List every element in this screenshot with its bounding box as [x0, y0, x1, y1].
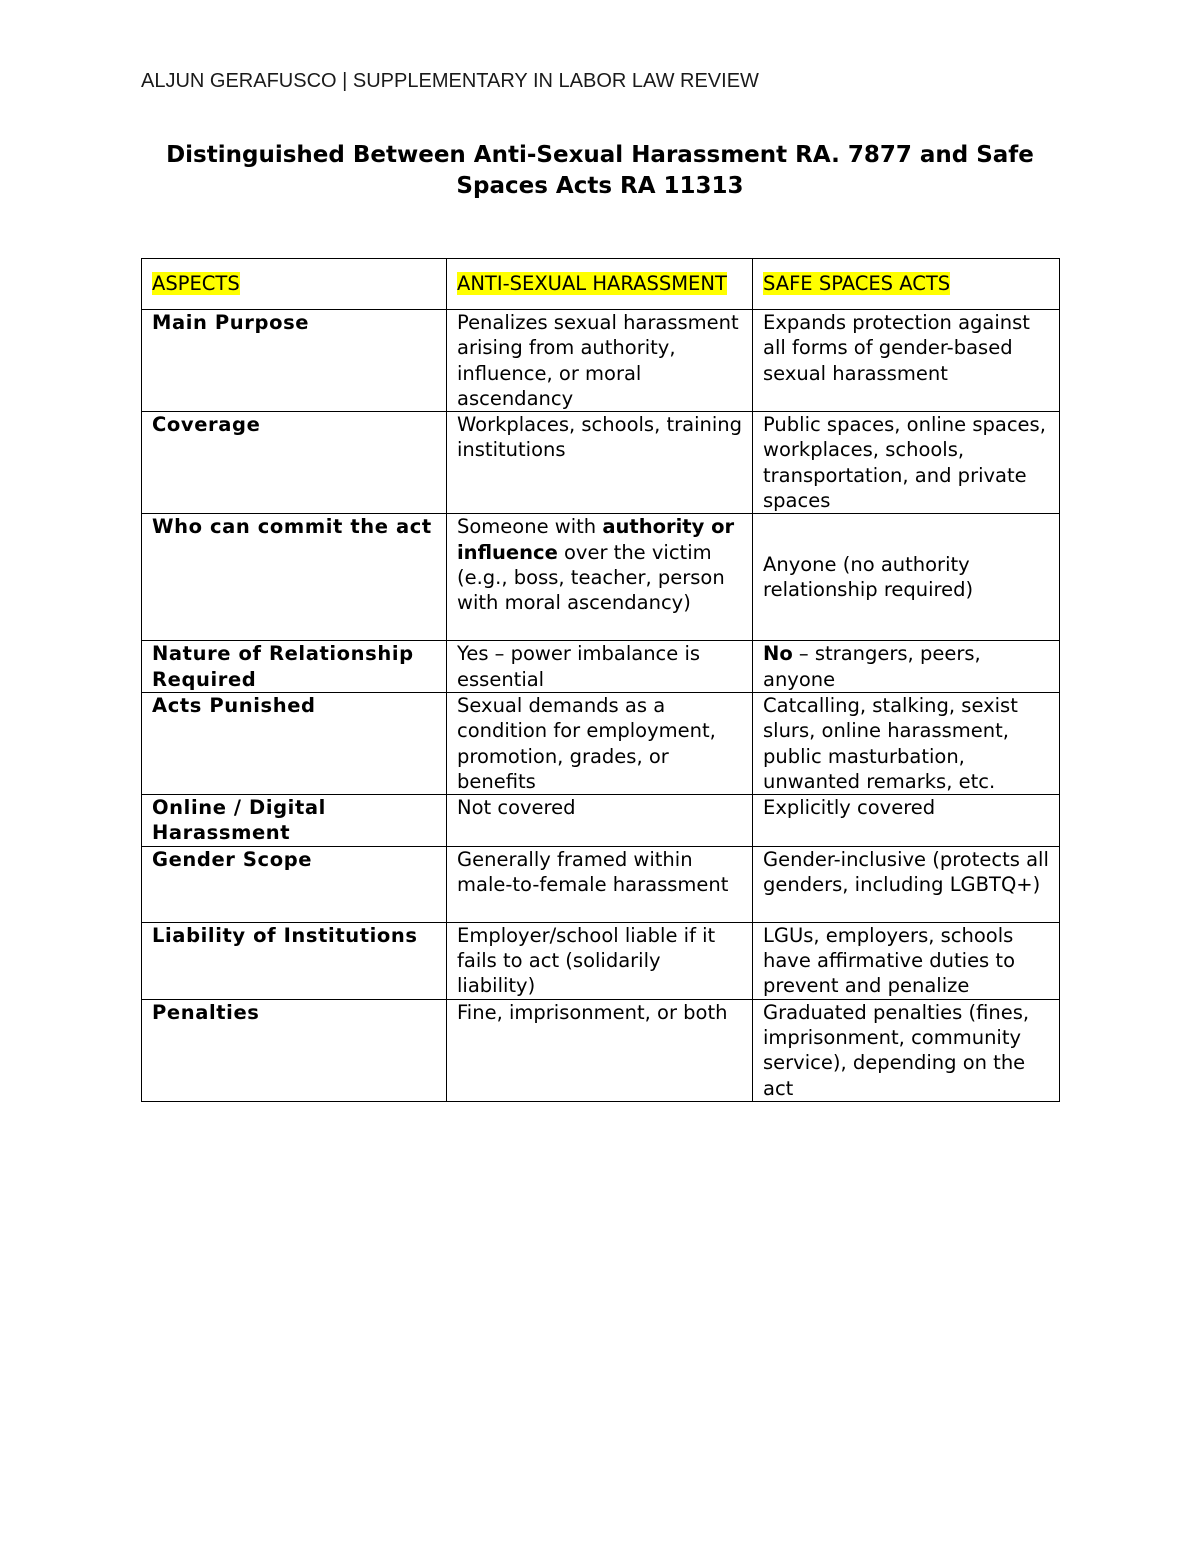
aspect-cell: Who can commit the act	[142, 514, 447, 641]
table-row	[142, 999, 1060, 1101]
anti-cell: Fine, imprisonment, or both	[447, 999, 753, 1101]
safe-cell: Public spaces, online spaces, workplaces, schools, transportation, and private spaces	[753, 412, 1060, 514]
title-line-1: Distinguished Between Anti-Sexual Harassment RA. 7877 and Safe	[166, 142, 1034, 168]
document-title	[100, 140, 1100, 202]
header-cell-safe	[753, 259, 1060, 310]
anti-cell: Penalizes sexual harassment arising from authority, influence, or moral ascendancy	[447, 310, 753, 412]
anti-text-after: over the victim (e.g., boss, teacher, person with moral ascendancy)	[457, 540, 725, 615]
page-header: ALJUN GERAFUSCO | SUPPLEMENTARY IN LABOR LAW REVIEW	[141, 70, 759, 92]
title-line-2: Spaces Acts RA 11313	[456, 173, 744, 199]
aspect-cell: Acts Punished	[142, 692, 447, 794]
anti-cell: Workplaces, schools, training institutions	[447, 412, 753, 514]
aspect-cell: Main Purpose	[142, 310, 447, 412]
safe-cell: Catcalling, stalking, sexist slurs, online harassment, public masturbation, unwanted remarks, etc.	[753, 692, 1060, 794]
anti-cell: Generally framed within male-to-female harassment	[447, 846, 753, 922]
header-cell-aspects	[142, 259, 447, 310]
table-row	[142, 846, 1060, 922]
safe-cell: Explicitly covered	[753, 795, 1060, 847]
aspect-cell: Coverage	[142, 412, 447, 514]
safe-cell: LGUs, employers, schools have affirmative duties to prevent and penalize	[753, 922, 1060, 999]
anti-text-before: Someone with	[457, 515, 603, 539]
anti-cell	[447, 514, 753, 641]
table-header-row	[142, 259, 1060, 310]
table-row	[142, 310, 1060, 412]
comparison-table	[141, 258, 1060, 1102]
aspect-cell: Nature of Relationship Required	[142, 641, 447, 693]
header-safe-spaces-acts: SAFE SPACES ACTS	[763, 272, 951, 296]
aspect-cell: Online / Digital Harassment	[142, 795, 447, 847]
aspect-cell: Penalties	[142, 999, 447, 1101]
safe-cell: Anyone (no authority relationship required)	[753, 514, 1060, 641]
table-row	[142, 514, 1060, 641]
anti-cell: Not covered	[447, 795, 753, 847]
table-row	[142, 641, 1060, 693]
anti-cell: Employer/school liable if it fails to act (solidarily liability)	[447, 922, 753, 999]
header-aspects: ASPECTS	[152, 272, 240, 296]
safe-cell	[753, 641, 1060, 693]
aspect-cell: Liability of Institutions	[142, 922, 447, 999]
header-anti-sexual-harassment: ANTI-SEXUAL HARASSMENT	[457, 272, 727, 296]
aspect-cell: Gender Scope	[142, 846, 447, 922]
table-row	[142, 922, 1060, 999]
header-cell-anti	[447, 259, 753, 310]
table-row	[142, 795, 1060, 847]
anti-cell: Sexual demands as a condition for employment, promotion, grades, or benefits	[447, 692, 753, 794]
table-row	[142, 692, 1060, 794]
anti-text-bold: authority or influence	[457, 515, 735, 564]
safe-cell: Graduated penalties (fines, imprisonment, community service), depending on the act	[753, 999, 1060, 1101]
anti-cell: Yes – power imbalance is essential	[447, 641, 753, 693]
safe-text-bold: No	[763, 642, 793, 666]
safe-cell: Gender-inclusive (protects all genders, including LGBTQ+)	[753, 846, 1060, 922]
table-row	[142, 412, 1060, 514]
safe-text-after: – strangers, peers, anyone	[763, 642, 981, 691]
safe-cell: Expands protection against all forms of gender-based sexual harassment	[753, 310, 1060, 412]
